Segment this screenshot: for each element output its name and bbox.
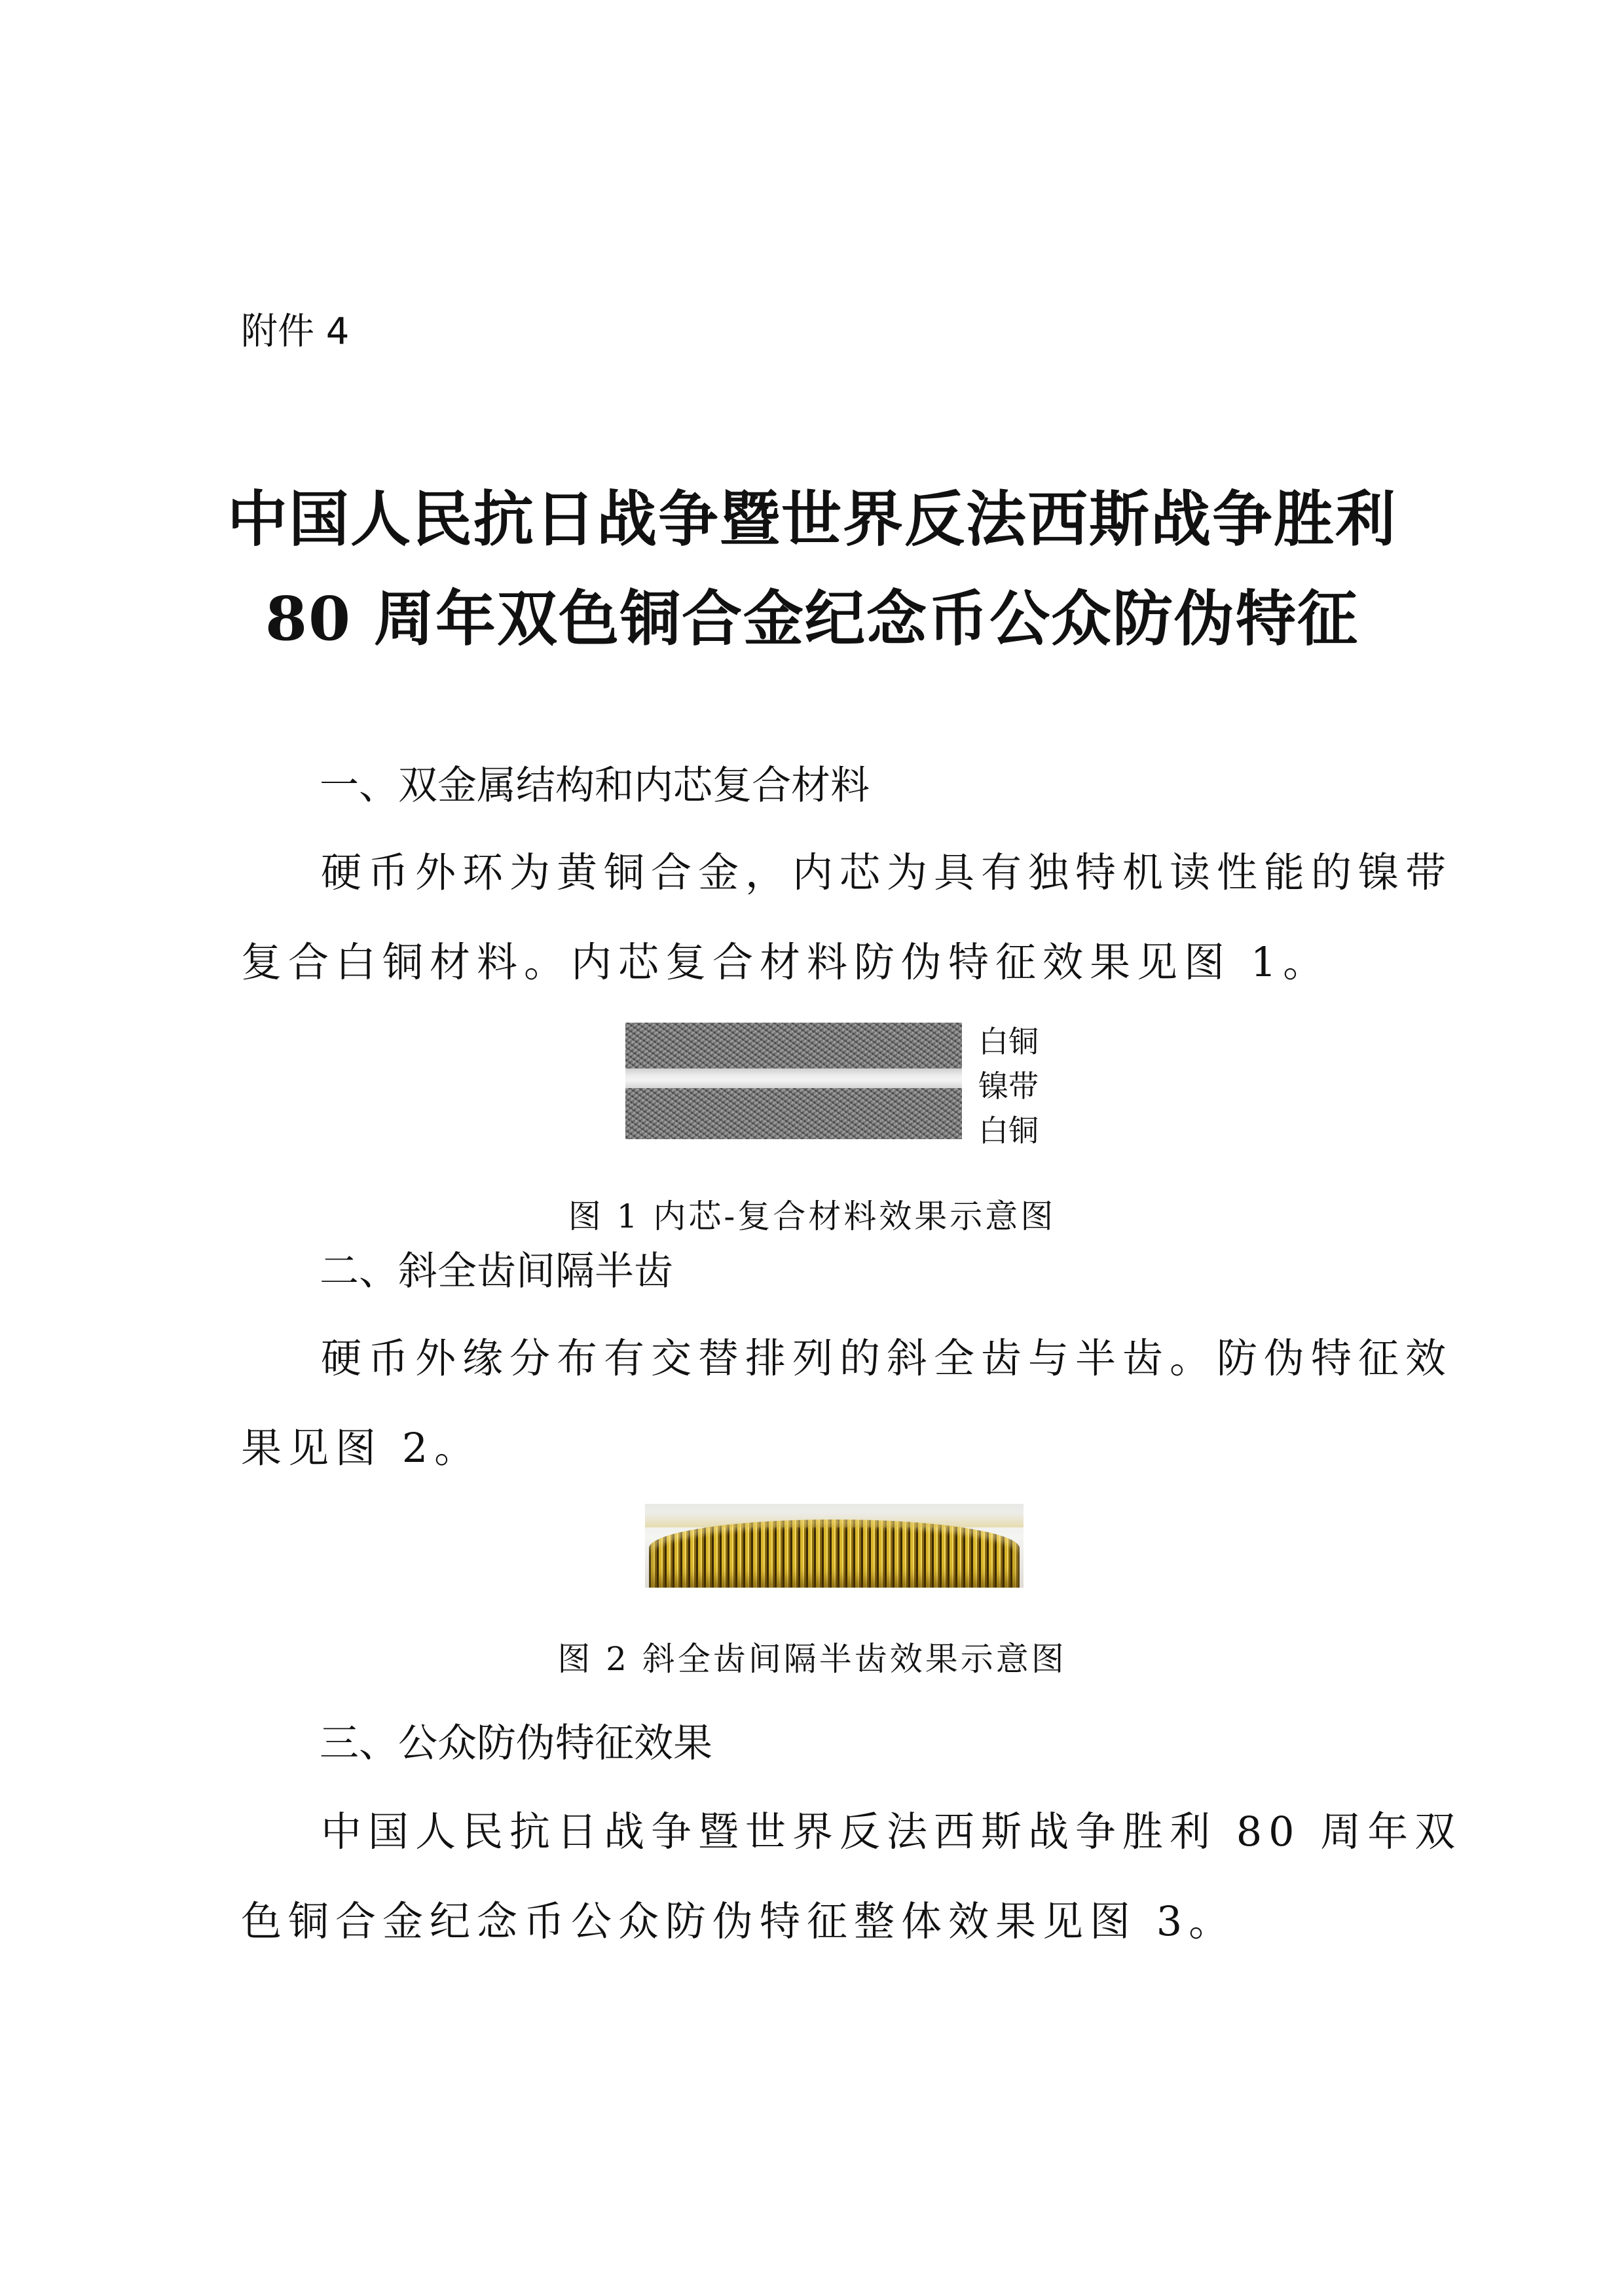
figure-2-coin-rim — [645, 1513, 1024, 1527]
figure-2-coin-reeding — [649, 1520, 1020, 1588]
section-1-paragraph-line-2: 复合白铜材料。内芯复合材料防伪特征效果见图 1。 — [241, 938, 1331, 986]
figure-2-coin-edge-image — [645, 1504, 1024, 1588]
attachment-label: 附件 4 — [241, 310, 350, 353]
figure-1-label-top: 白铜 — [978, 1024, 1039, 1059]
section-3-paragraph-line-2: 色铜合金纪念币公众防伪特征整体效果见图 3。 — [241, 1897, 1236, 1945]
figure-2-caption: 图 2 斜全齿间隔半齿效果示意图 — [557, 1640, 1067, 1678]
figure-1-caption: 图 1 内芯-复合材料效果示意图 — [568, 1197, 1056, 1235]
section-heading-2: 二、斜全齿间隔半齿 — [320, 1248, 673, 1294]
section-2-paragraph-line-1: 硬币外缘分布有交替排列的斜全齿与半齿。防伪特征效 — [321, 1334, 1453, 1382]
section-heading-3: 三、公众防伪特征效果 — [320, 1721, 712, 1766]
figure-1-label-bottom: 白铜 — [978, 1113, 1039, 1148]
section-3-paragraph-line-1: 中国人民抗日战争暨世界反法西斯战争胜利 80 周年双 — [321, 1808, 1462, 1855]
figure-1-nickel-band — [625, 1068, 962, 1088]
document-title-line-1: 中国人民抗日战争暨世界反法西斯战争胜利 — [227, 484, 1397, 555]
figure-1-label-middle: 镍带 — [978, 1068, 1039, 1104]
document-title-line-2: 80 周年双色铜合金纪念币公众防伪特征 — [265, 583, 1359, 654]
section-1-paragraph-line-1: 硬币外环为黄铜合金，内芯为具有独特机读性能的镍带 — [321, 848, 1453, 896]
section-heading-1: 一、双金属结构和内芯复合材料 — [320, 763, 870, 809]
section-2-paragraph-line-2: 果见图 2。 — [241, 1424, 482, 1472]
figure-1-composite-material-image — [625, 1023, 962, 1139]
